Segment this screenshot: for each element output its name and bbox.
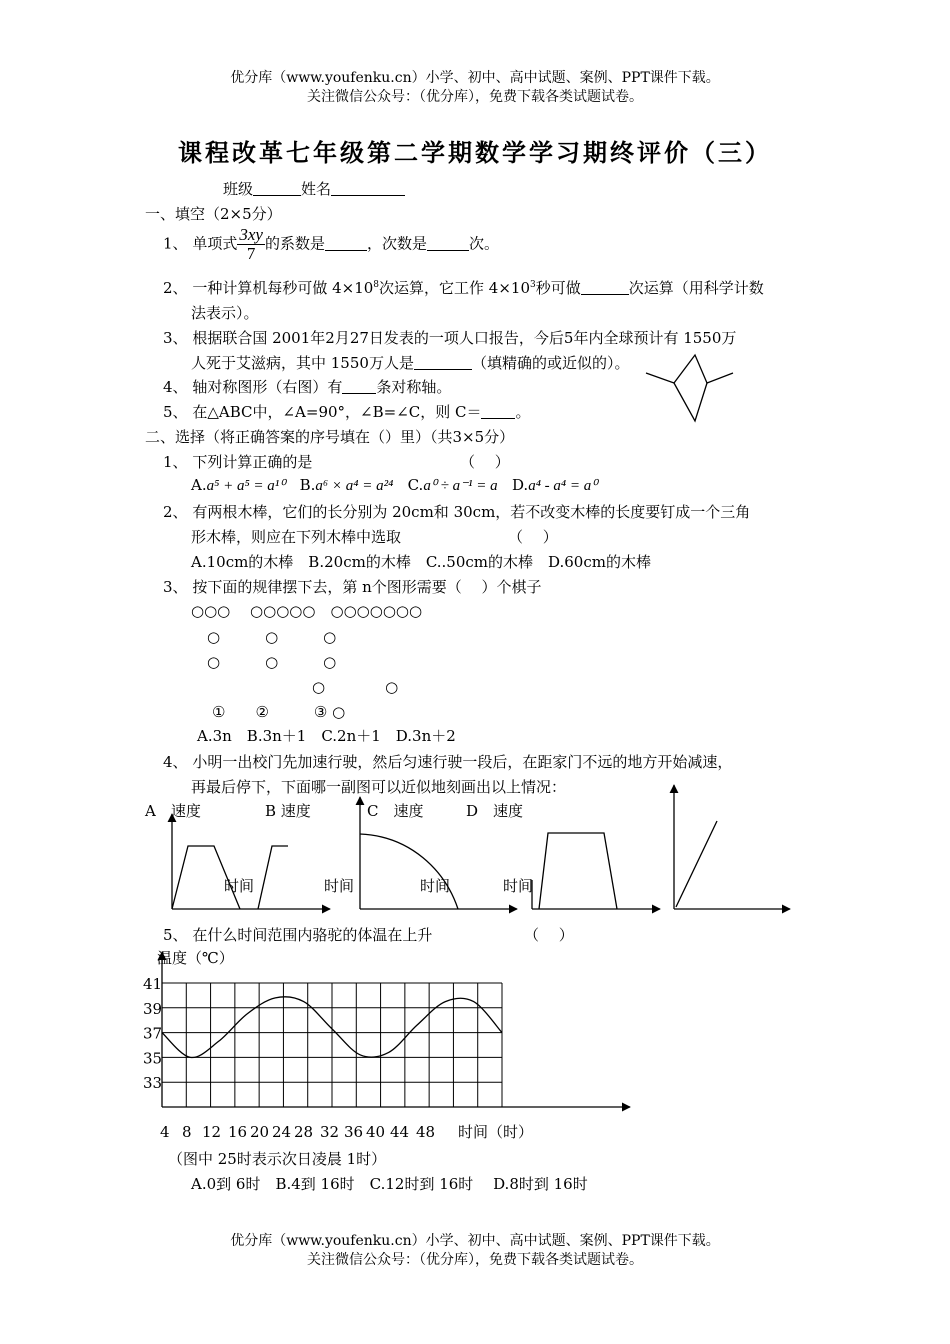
x-tick-label: 44: [390, 1123, 410, 1141]
option-a[interactable]: A.a⁵ + a⁵ = a¹⁰: [191, 476, 286, 494]
s2-question-5: 5、 在什么时间范围内骆驼的体温在上升: [163, 926, 433, 944]
pattern-row-1: ○○○ ○○○○○ ○○○○○○○: [191, 602, 423, 620]
y-tick-label: 35: [143, 1049, 163, 1068]
s2-q1-answer-paren[interactable]: （ ）: [460, 453, 510, 471]
graph-c-label: C 速度: [367, 802, 424, 820]
operations-blank[interactable]: [581, 280, 629, 295]
graph-b-curve: [258, 846, 288, 909]
x-tick-label: 32: [320, 1123, 340, 1141]
option-b[interactable]: B.a⁶ × a⁴ = a²⁴: [299, 476, 394, 494]
pattern-row-4: ○ ○: [312, 678, 399, 696]
x-tick-label: 16: [228, 1123, 248, 1141]
x-tick-label: 20: [250, 1123, 270, 1141]
x-tick-label: 24: [272, 1123, 292, 1141]
section1-heading: 一、填空（2×5分）: [145, 205, 282, 223]
chart-grid: [162, 983, 502, 1107]
axes-blank[interactable]: [342, 379, 376, 394]
chart-y-axis-label: 温度（℃）: [157, 949, 234, 967]
s1-question-1: 1、 单项式 $\frac{3xy}{7}$ 的系数是 ，次数是 次。: [163, 225, 499, 263]
footer-line2: 关注微信公众号：（优分库），免费下载各类试题试卷。: [307, 1252, 643, 1268]
graph-a-b-axes: [172, 814, 330, 909]
x-tick-label: 40: [366, 1123, 386, 1141]
footer-line1: 优分库（www.youfenku.cn）小学、初中、高中试题、案例、PPT课件下载。: [230, 1233, 720, 1249]
x-tick-label: 36: [344, 1123, 364, 1141]
chart-axes: [162, 952, 630, 1107]
x-tick-label: 12: [202, 1123, 222, 1141]
class-blank[interactable]: [253, 181, 301, 196]
y-tick-label: 37: [143, 1024, 163, 1043]
graph-c-curve: [360, 834, 458, 909]
option-d[interactable]: D.a⁴ - a⁴ = a⁰: [511, 476, 598, 494]
s2-q5-options: A.0到 6时 B.4到 16时 C.12时到 16时 D.8时到 16时: [191, 1175, 588, 1193]
x-tick-label: 8: [182, 1123, 192, 1141]
graph-e-axes: [674, 785, 790, 909]
x-tick-label: 48: [416, 1123, 436, 1141]
student-info: [223, 178, 405, 199]
name-label: 姓名: [301, 180, 332, 198]
graph-d-label: D 速度: [466, 802, 524, 820]
name-blank[interactable]: [331, 181, 405, 196]
site-banner-line1: 优分库（www.youfenku.cn）小学、初中、高中试题、案例、PPT课件下载。: [230, 70, 720, 86]
coefficient-blank[interactable]: [325, 236, 367, 251]
s2-question-1: 1、 下列计算正确的是: [163, 453, 313, 471]
option-c[interactable]: C.a⁰ ÷ a⁻¹ = a: [407, 476, 498, 494]
y-tick-label: 33: [143, 1074, 163, 1093]
graph-b-time-label: 时间: [324, 877, 355, 895]
monomial-fraction: $\frac{3xy}{7}$: [239, 225, 263, 263]
chart-y-ticks: [143, 975, 162, 1092]
s2-q1-options: [191, 476, 597, 495]
pattern-row-2: ○ ○ ○: [207, 628, 337, 646]
y-tick-label: 41: [143, 975, 163, 993]
s1-question-2: 2、 一种计算机每秒可做 $4\times 10^8$次运算，它工作 $4\times 10^3$秒可做 次运算（用科学计数: [163, 279, 764, 297]
s2-q2-options: A.10cm的木棒 B.20cm的木棒 C..50cm的木棒 D.60cm的木棒: [191, 553, 651, 571]
exact-approx-blank[interactable]: [414, 355, 472, 370]
x-tick-label: 28: [294, 1123, 314, 1141]
graph-e-curve: [676, 821, 717, 907]
graph-a-time-label: 时间: [224, 877, 255, 895]
x-tick-label: 4: [160, 1123, 170, 1141]
speed-graphs: [140, 780, 810, 920]
s1-question-2-cont: 法表示）。: [191, 304, 259, 322]
chart-x-axis-label: 时间（时）: [458, 1123, 534, 1141]
graph-c-time-label: 时间: [420, 877, 451, 895]
s2-question-4-cont: 再最后停下，下面哪一副图可以近似地刻画出以上情况：: [191, 778, 567, 796]
degree-blank[interactable]: [427, 236, 469, 251]
s1-question-3-cont: 人死于艾滋病，其中 1550万人是 （填精确的或近似的）。: [191, 354, 630, 372]
temperature-chart: [140, 940, 640, 1145]
pattern-row-3: ○ ○ ○: [207, 653, 337, 671]
s2-q3-options: A.3n B.3n＋1 C.2n＋1 D.3n＋2: [197, 727, 456, 745]
graph-b-label: B 速度: [265, 802, 311, 820]
s2-question-2-cont: 形木棒，则应在下列木棒中选取: [191, 528, 402, 546]
graph-a-label: A 速度: [145, 802, 201, 820]
graph-a-curve: [172, 846, 240, 909]
s2-question-4: 4、 小明一出校门先加速行驶，然后匀速行驶一段后，在距家门不远的地方开始减速，: [163, 753, 733, 771]
s1-question-4: 4、 轴对称图形（右图）有 条对称轴。: [163, 378, 452, 396]
s2-q2-answer-paren[interactable]: （ ）: [508, 528, 558, 546]
section2-heading: 二、选择（将正确答案的序号填在（）里）（共3×5分）: [145, 428, 515, 446]
graph-d-curve: [539, 833, 617, 909]
s2-q5-note: （图中 25时表示次日凌晨 1时）: [168, 1150, 387, 1168]
site-banner-line2: 关注微信公众号：（优分库），免费下载各类试题试卷。: [307, 89, 643, 105]
page-title: 课程改革七年级第二学期数学学习期终评价（三）: [178, 138, 772, 167]
s1-question-5: 5、 在△ABC中，∠A=90°，∠B=∠C，则 C＝ 。: [163, 403, 531, 421]
class-label: 班级: [223, 180, 254, 198]
pattern-labels: ① ② ③ ○: [212, 703, 346, 721]
symmetric-figure: [640, 340, 740, 430]
graph-d-time-label: 时间: [503, 877, 534, 895]
y-tick-label: 39: [143, 999, 163, 1018]
s2-question-3: 3、 按下面的规律摆下去，第 n个图形需要（ ）个棋子: [163, 578, 542, 596]
graph-d-axes: [532, 880, 660, 909]
chart-x-ticks: [160, 1123, 435, 1141]
graph-c-axes: [360, 797, 517, 909]
angle-c-blank[interactable]: [481, 404, 515, 419]
s1-question-3: 3、 根据联合国 2001年2月27日发表的一项人口报告，今后5年内全球预计有 1550万: [163, 329, 737, 347]
s2-q5-answer-paren[interactable]: （ ）: [524, 926, 574, 944]
s2-question-2: 2、 有两根木棒，它们的长分别为 20cm和 30cm，若不改变木棒的长度要钉成一个三角: [163, 503, 751, 521]
